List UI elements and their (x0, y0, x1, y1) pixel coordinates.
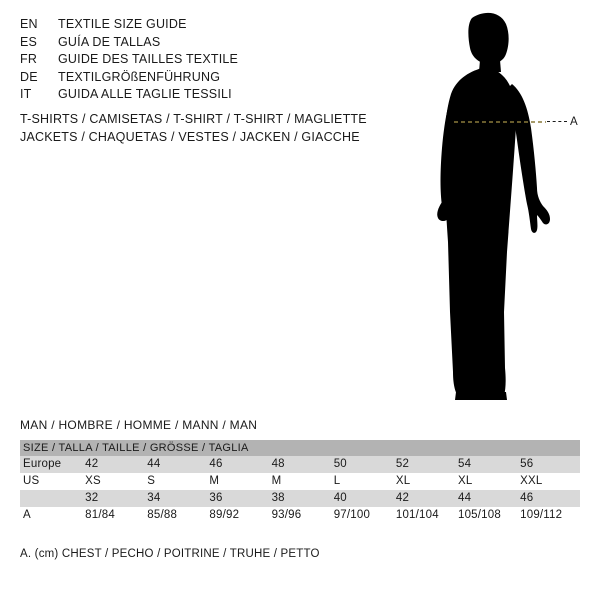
cell: 32 (82, 490, 144, 507)
cell: S (144, 473, 206, 490)
measure-label-a: A (570, 116, 579, 128)
table-header-label: SIZE / TALLA / TAILLE / GRÖSSE / TAGLIA (20, 440, 580, 456)
cell: 38 (269, 490, 331, 507)
cell: 42 (82, 456, 144, 473)
cell: 34 (144, 490, 206, 507)
category-list (20, 110, 380, 146)
language-code: EN (20, 17, 38, 31)
cell: 89/92 (206, 507, 268, 524)
cell: 54 (455, 456, 517, 473)
language-row (20, 16, 370, 34)
cell: 46 (517, 490, 580, 507)
cell: 105/108 (455, 507, 517, 524)
language-text: TEXTILE SIZE GUIDE (58, 17, 187, 31)
table-footnote: A. (cm) CHEST / PECHO / POITRINE / TRUHE / PETTO (20, 548, 320, 560)
row-label: A (20, 507, 82, 524)
cell: 50 (331, 456, 393, 473)
table-title: MAN / HOMBRE / HOMME / MANN / MAN (20, 418, 258, 432)
cell: 42 (393, 490, 455, 507)
cell: 44 (455, 490, 517, 507)
language-list (20, 16, 370, 104)
cell: 85/88 (144, 507, 206, 524)
cell: 97/100 (331, 507, 393, 524)
cell: 109/112 (517, 507, 580, 524)
table-row (20, 490, 580, 507)
cell: 81/84 (82, 507, 144, 524)
cell: M (269, 473, 331, 490)
cell: 48 (269, 456, 331, 473)
language-code: ES (20, 34, 38, 49)
silhouette-icon (400, 12, 590, 402)
row-label: Europe (20, 456, 82, 473)
cell: 101/104 (393, 507, 455, 524)
measure-leader-line (547, 121, 567, 123)
language-text: TEXTILGRÖßENFÜHRUNG (58, 69, 221, 84)
table-row (20, 507, 580, 524)
size-table (20, 440, 580, 524)
cell: 46 (206, 456, 268, 473)
language-text: GUÍA DE TALLAS (58, 34, 161, 49)
category-tshirts: T-SHIRTS / CAMISETAS / T-SHIRT / T-SHIRT / MAGLIETTE (20, 112, 367, 126)
cell: L (331, 473, 393, 490)
cell: 36 (206, 490, 268, 507)
cell: XL (455, 473, 517, 490)
row-label: US (20, 473, 82, 490)
cell: 56 (517, 456, 580, 473)
table-header-row (20, 440, 580, 456)
cell: XL (393, 473, 455, 490)
table-row (20, 473, 580, 490)
cell: M (206, 473, 268, 490)
table-row (20, 456, 580, 473)
language-row (20, 69, 370, 87)
cell: 40 (331, 490, 393, 507)
language-text: GUIDA ALLE TAGLIE TESSILI (58, 87, 232, 101)
cell: 44 (144, 456, 206, 473)
language-code: DE (20, 69, 38, 84)
cell: 52 (393, 456, 455, 473)
category-jackets: JACKETS / CHAQUETAS / VESTES / JACKEN / GIACCHE (20, 130, 360, 144)
language-row (20, 51, 370, 69)
row-label (20, 490, 82, 507)
language-text: GUIDE DES TAILLES TEXTILE (58, 52, 239, 66)
body-figure (400, 12, 590, 402)
cell: XXL (517, 473, 580, 490)
language-code: IT (20, 87, 32, 101)
language-row (20, 34, 370, 52)
cell: 93/96 (269, 507, 331, 524)
language-code: FR (20, 52, 38, 66)
language-row (20, 86, 370, 104)
cell: XS (82, 473, 144, 490)
